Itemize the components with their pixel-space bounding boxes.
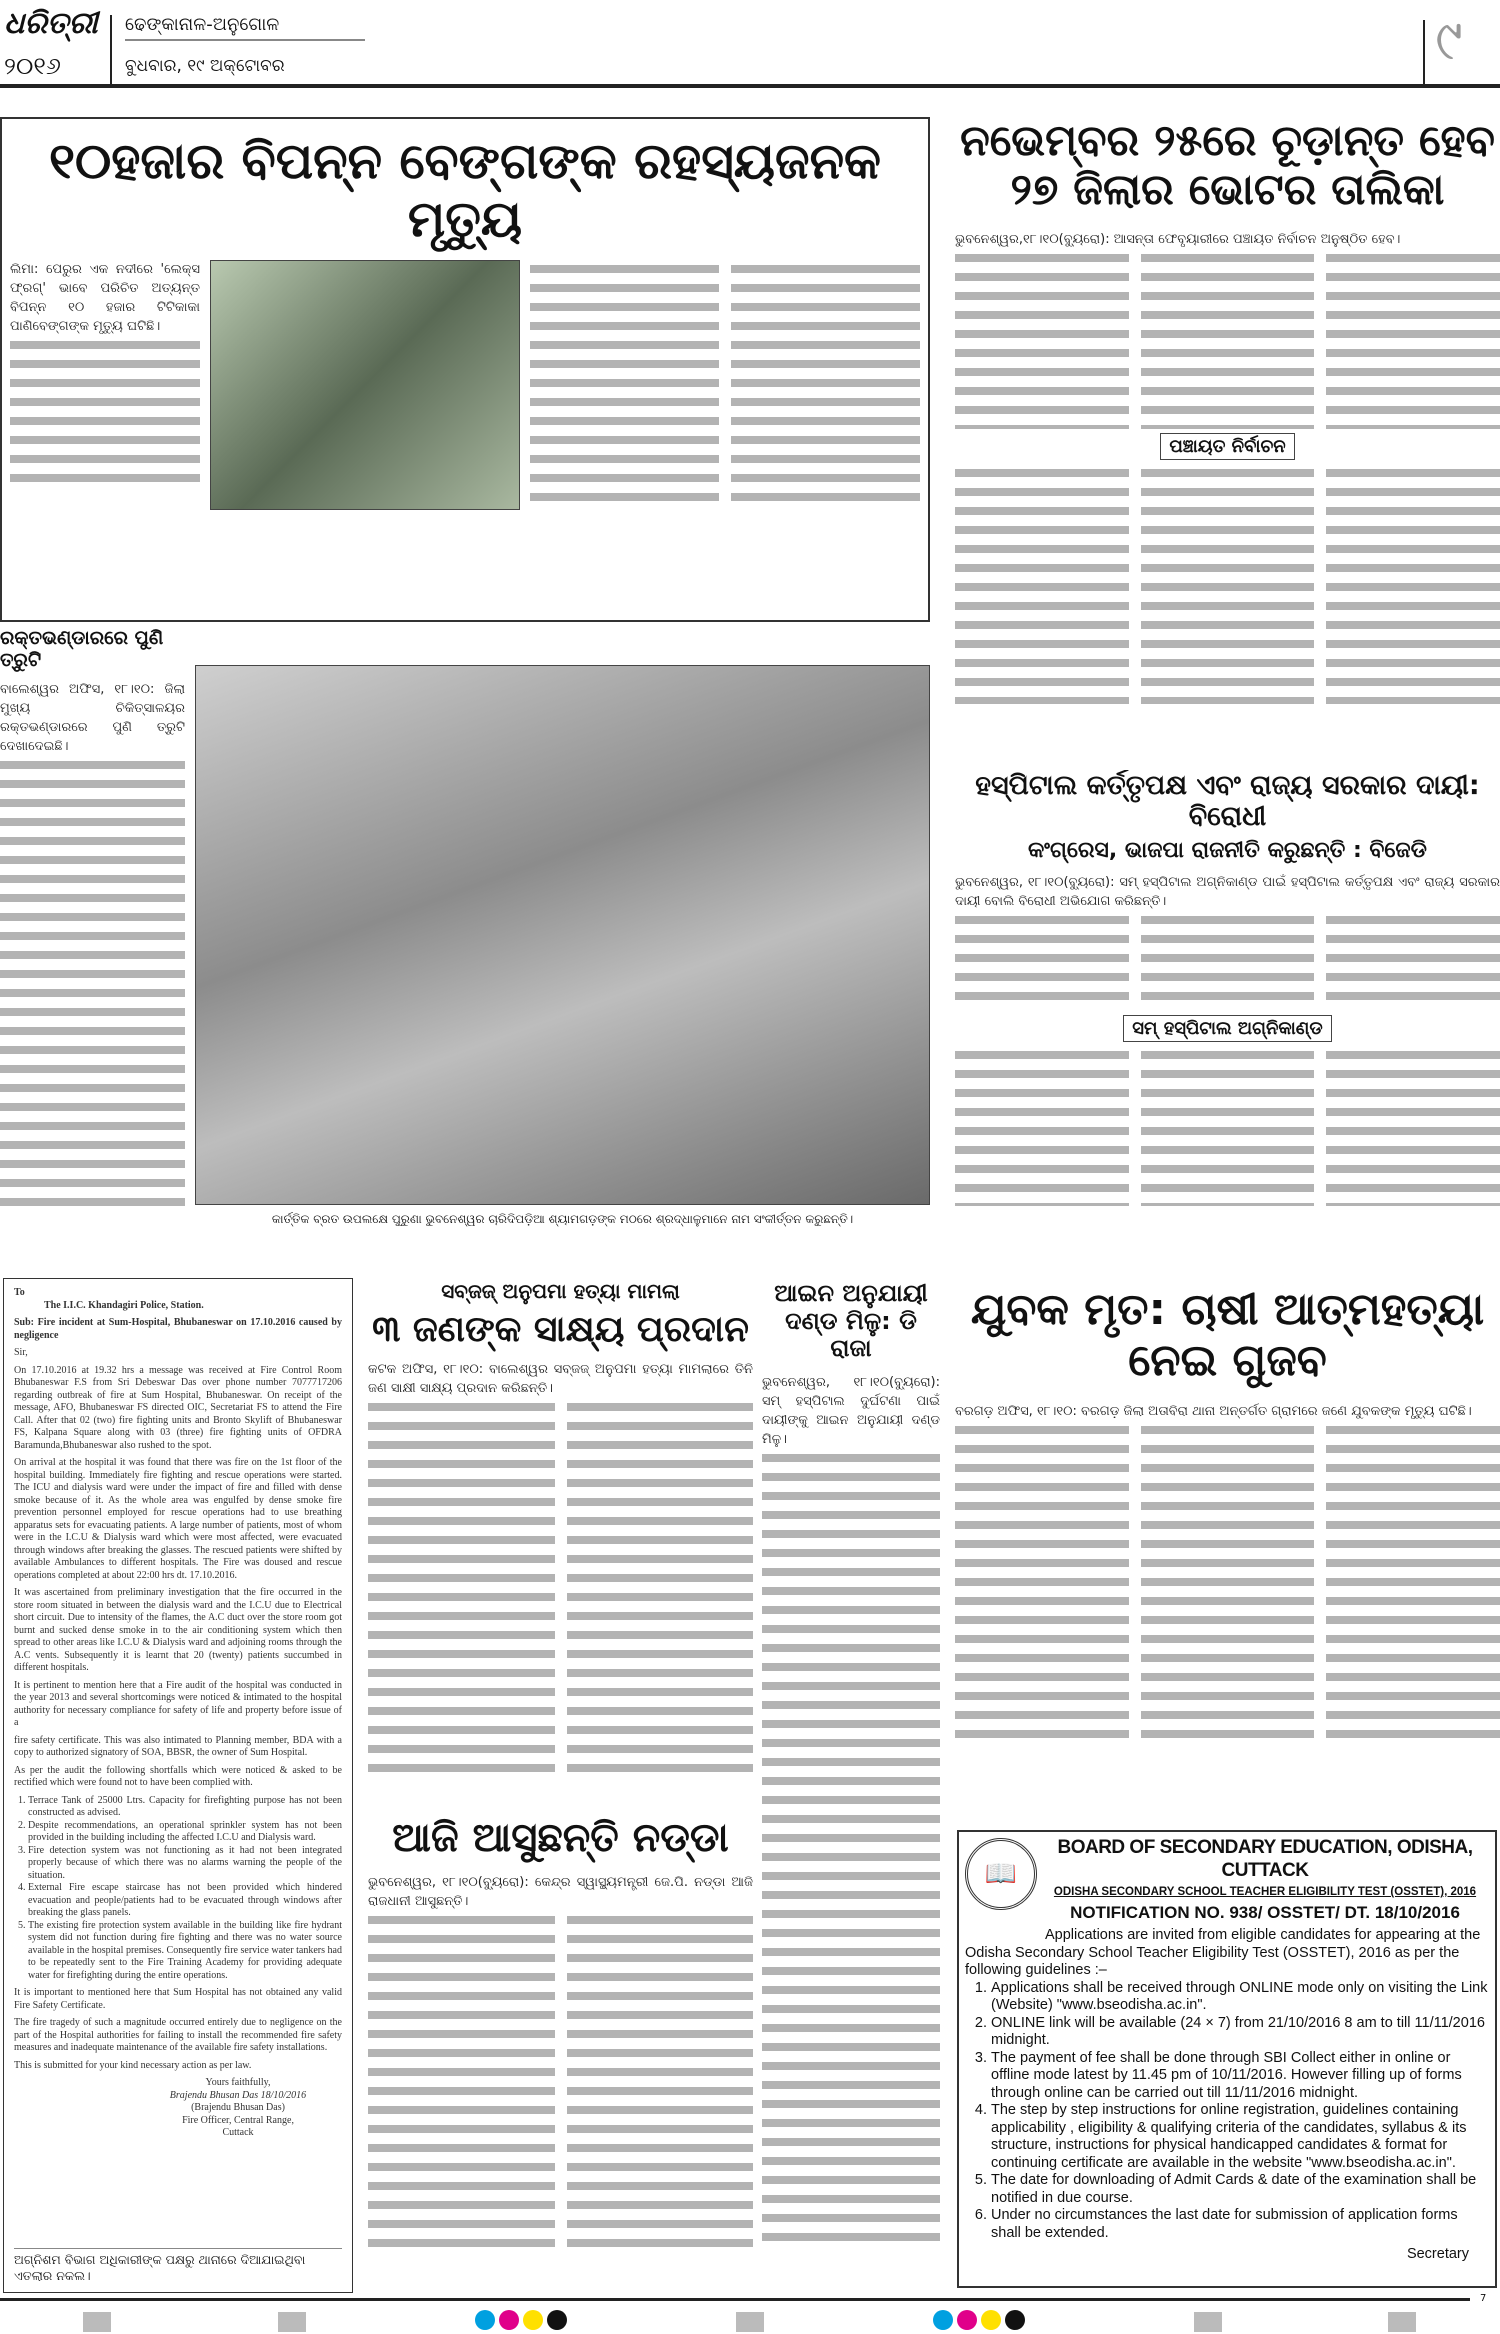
notice-org: BOARD OF SECONDARY EDUCATION, ODISHA, CUTTACK: [1057, 1837, 1473, 1881]
folio: 7: [1480, 2293, 1487, 2304]
print-marks: [0, 2310, 1500, 2334]
notice-exam: ODISHA SECONDARY SCHOOL TEACHER ELIGIBILITY TEST (OSSTET), 2016: [1053, 1886, 1477, 1898]
nadda-story: ଆଜି ଆସୁଛନ୍ତି ନଡ୍ଡା ଭୁବନେଶ୍ୱର, ୧୮।୧୦(ବ୍ୟୁରୋ): କେନ୍ଦ୍ର ସ୍ୱାସ୍ଥ୍ୟମନ୍ତ୍ରୀ ଜେ.ପି. ନଡ୍ଡା ଆଜି ରାଜଧାନୀ ଆସୁଛନ୍ତି।: [368, 1815, 753, 2293]
anupama-story: ସବ୍‌ଜଜ୍ ଅନୁପମା ହତ୍ୟା ମାମଲା ୩ ଜଣଙ୍କ ସାକ୍ଷ୍ୟ ପ୍ରଦାନ କଟକ ଅଫିସ, ୧୮।୧୦: ବାଲେଶ୍ୱର ସବ୍‌ଜଜ୍ ଅନୁପମା ହତ୍ୟା ମାମଲାରେ ତିନି ଜଣ ସାକ୍ଷୀ ସାକ୍ଷ୍ୟ ପ୍ରଦାନ କରିଛନ୍ତି।: [368, 1280, 753, 1805]
frog-headline: ୧୦ହଜାର ବିପନ୍ନ ବେଙ୍ଗଙ୍କ ରହସ୍ୟଜନକ ମୃତ୍ୟୁ: [48, 132, 882, 248]
photo-caption: କାର୍ତ୍ତିକ ବ୍ରତ ଉପଲକ୍ଷେ ପୁରୁଣା ଭୁବନେଶ୍ୱର ଚାରିଦିପଡ଼ିଆ ଶ୍ୟାମଗଡ଼ଙ୍କ ମଠରେ ଶ୍ରଦ୍ଧାଳୁମାନେ ନାମ ସଂକୀର୍ତ୍ତନ କରୁଛନ୍ତି।: [271, 1212, 854, 1226]
letter-caption: ଅଗ୍ନିଶମ ବିଭାଗ ଅଧିକାରୀଙ୍କ ପକ୍ଷରୁ ଥାନାରେ ଦିଆଯାଇଥିବା ଏତଲାର ନକଲ।: [14, 2248, 342, 2284]
bse-seal-icon: 📖: [965, 1838, 1037, 1910]
notice-signoff: Secretary: [1406, 2246, 1469, 2262]
masthead: [0, 0, 1500, 88]
section-name: ଢେଙ୍କାନାଳ-ଅନୁଗୋଳ: [125, 14, 365, 41]
raja-headline: ଆଇନ ଅନୁଯାୟୀ ଦଣ୍ଡ ମିଳୁ: ଡି ରାଜା: [774, 1280, 928, 1363]
youth-story: ଯୁବକ ମୃତ: ଚାଷୀ ଆତ୍ମହତ୍ୟା ନେଇ ଗୁଜବ ବରଗଡ଼ ଅଫିସ, ୧୮।୧୦: ବରଗଡ଼ ଜିଲା ଅତାବିରା ଥାନା ଅନ୍ତର୍ଗତ ଗ୍ରାମରେ ଜଣେ ଯୁବକଙ୍କ ମୃତ୍ୟୁ ଘଟିଛି।: [955, 1285, 1500, 1820]
signature: Brajendu Bhusan Das 18/10/2016: [169, 2089, 307, 2101]
hospital-story: ହସ୍ପିଟାଲ କର୍ତ୍ତୃପକ୍ଷ ଏବଂ ରାଜ୍ୟ ସରକାର ଦାୟୀ: ବିରୋଧୀ କଂଗ୍ରେସ, ଭାଜପା ରାଜନୀତି କରୁଛନ୍ତି : ବିଜେଡି ଭୁବନେଶ୍ୱର, ୧୮।୧୦(ବ୍ୟୁରୋ): ସମ୍ ହସ୍ପିଟାଲ ଅଗ୍ନିକାଣ୍ଡ ପାଇଁ ହସ୍ପିଟାଲ କର୍ତ୍ତୃପକ୍ଷ ଏବଂ ରାଜ୍ୟ ସରକାର ଦାୟୀ ବୋଲି ବିରୋଧୀ ଅଭିଯୋଗ କରିଛନ୍ତି। ସମ୍ ହସ୍ପିଟାଲ ଅଗ୍ନିକାଣ୍ଡ: [955, 770, 1500, 1270]
osstet-notice: 📖 BOARD OF SECONDARY EDUCATION, ODISHA, CUTTACK ODISHA SECONDARY SCHOOL TEACHER ELIGIBILITY TEST (OSSTET), 2016 NOTIFICATION NO. 938/ OSSTET/ DT. 18/10/2016 Applications are invited from eligible candidates for appearing at the Odisha Secondary School Teacher Eligibility Test (OSSTET), 2016 as per the following guidelines :– 1. Applications shall be received through ONLINE mode only on visiting the Link (Website) "www.bseodisha.ac.in". 2. ONLINE link will be available (24 × 7) from 21/10/2016 8 am to till 11/11/2016 midnight. 3. The payment of fee shall be done through SBI Collect either in online or offline mode latest by 11.45 pm of 10/11/2016. However filling up of forms through online can be carried out till 11/11/2016 midnight. 4. The step by step instructions for online registration, guidelines containing applicability , eligibility & qualifying criteria of the candidates, syllabus & its structure, instructions for physical handicapped candidates & format for continuing certificate are available in the website "www.bseodisha.ac.in". 5. The date for downloading of Admit Cards & date of the examination shall be notified in due course. 6. Under no circumstances the last date for submission of application forms shall be extended. Secretary: [957, 1830, 1497, 2288]
voter-headline: ନଭେମ୍ବର ୨୫ରେ ଚୂଡ଼ାନ୍ତ ହେବ ୨୭ ଜିଲାର ଭୋଟର ତାଲିକା: [960, 117, 1495, 216]
anupama-headline: ୩ ଜଣଙ୍କ ସାକ୍ଷ୍ୟ ପ୍ରଦାନ: [372, 1309, 749, 1350]
notice-number: NOTIFICATION NO. 938/ OSSTET/ DT. 18/10/2016: [1070, 1903, 1460, 1922]
letter-body: To The I.I.C. Khandagiri Police, Station. Sub: Fire incident at Sum-Hospital, Bhubaneswar on 17.10.2016 caused by negligence Sir, On 17.10.2016 at 19.32 hrs a message was received at Fire Control Room Bhubaneswar F.S from Sri Debeswar Das over phone number 7077717206 regarding outbreak of fire at Sum Hospital, Bhubaneswar. On receipt of the message, AFO, Bhubaneswar FS directed OIC, Secretariat FS to attend the Fire Call. After that 02 (two) fire fighting units and Bronto Skylift of Bhubaneswar FS, Kalpana Square along with 03 (three) fire fighting units of OFDRA Baramunda,Bhubaneswar also rushed to the spot. On arrival at the hospital it was found that there was fire on the 1st floor of the hospital building. Immediately fire fighting and rescue operations were started. The ICU and dialysis ward were under the impact of fire and filled with dense smoke because of it. As the whole area was engulfed by dense smoke fire prevention personnel employed for rescue operations had to use breathing apparatus sets for evacuating patients. A large number of patients, most of whom were in the I.C.U & Dialysis ward which were most affected, were evacuated through windows after breaking the glasses. The rescued patients were shifted by available Ambulances to different hospitals. The Fire was doused and rescue operations completed at about 22:00 hrs dt. 17.10.2016. It was ascertained from preliminary investigation that the fire occurred in the store room situated in between the dialysis ward and the I.C.U due to Electrical short circuit. Due to intensity of the flames, the A.C duct over the store room got burnt and sucked dense smoke in to the air conditioning system which then spread to other areas like I.C.U & Dialysis ward and adjoining rooms through the A.C vents. Subsequently it is learnt that 20 (twenty) patients succumbed in different hospitals. It is pertinent to mention here that a Fire audit of the hospital was conducted in the year 2013 and several shortcomings were noticed & intimated to the hospital authority for necessary compliance for safety of life and property before issue of a fire safety certificate. This was also intimated to Planning member, BDA with a copy to authorized signatory of SOA, BBSR, the owner of Sum Hospital. As per the audit the following shortfalls which were noticed & asked to be rectified which were found not to have been complied with. 1. Terrace Tank of 25000 Ltrs. Capacity for firefighting purpose has not been constructed as advised. 2. Despite recommendations, an operational sprinkler system has not been provided in the building including the affected I.C.U and Dialysis ward. 3. Fire detection system was not functioning as it had not been integrated properly because of which there was no alarms warning the people of the situation. 4. External Fire escape staircase has not been provided which hindered evacuation and people/patients had to be evacuated through windows after breaking the glass panels. 5. The existing fire protection system available in the building like fire hydrant system did not function during fire fighting and there was no water source available in the hospital premises. Consequently fire service water tankers had to be repeatedly sent to the Fire Training Academy for providing adequate water for firefighting during the entire operations. It is important to mentioned here that Sum Hospital has not obtained any valid Fire Safety Certificate. The fire tragedy of such a magnitude occurred entirely due to negligence on the part of the Hospital authorities for failing to install the recommended fire safety measures and inadequate maintenance of the available fire safety installations. This is submitted for your kind necessary action as per law. Yours faithfully, Brajendu Bhusan Das 18/10/2016 (Brajendu Bhusan Das) Fire Officer, Central Range, Cuttack: [14, 1287, 342, 2242]
kirtan-photo: [195, 665, 930, 1205]
frogs-photo: [210, 260, 520, 510]
voter-subhead: ପଞ୍ଚାୟତ ନିର୍ବାଚନ: [1160, 433, 1294, 460]
voter-story: ନଭେମ୍ବର ୨୫ରେ ଚୂଡ଼ାନ୍ତ ହେବ ୨୭ ଜିଲାର ଭୋଟର ତାଲିକା ଭୁବନେଶ୍ୱର,୧୮।୧୦(ବ୍ୟୁରୋ): ଆସନ୍ତା ଫେବୃୟାରୀରେ ପଞ୍ଚାୟତ ନିର୍ବାଚନ ଅନୁଷ୍ଠିତ ହେବ। ପଞ୍ଚାୟତ ନିର୍ବାଚନ: [955, 117, 1500, 762]
paper-logo: ଧରିତ୍ରୀ: [4, 6, 98, 41]
anupama-kicker: ସବ୍‌ଜଜ୍ ଅନୁପମା ହତ୍ୟା ମାମଲା: [441, 1280, 680, 1303]
fire-officer-letter: [3, 1278, 353, 2293]
page-number: ୯: [1435, 8, 1463, 73]
blood-headline: ରକ୍ତଭଣ୍ଡାରରେ ପୁଣି ତ୍ରୁଟି: [0, 628, 164, 671]
youth-headline: ଯୁବକ ମୃତ: ଚାଷୀ ଆତ୍ମହତ୍ୟା ନେଇ ଗୁଜବ: [970, 1285, 1485, 1386]
raja-story: ଆଇନ ଅନୁଯାୟୀ ଦଣ୍ଡ ମିଳୁ: ଡି ରାଜା ଭୁବନେଶ୍ୱର, ୧୮।୧୦(ବ୍ୟୁରୋ): ସମ୍ ହସ୍ପିଟାଲ ଦୁର୍ଘଟଣା ପାଇଁ ଦାୟୀଙ୍କୁ ଆଇନ ଅନୁଯାୟୀ ଦଣ୍ଡ ମିଳୁ।: [762, 1280, 940, 2293]
blood-bank-story: ରକ୍ତଭଣ୍ଡାରରେ ପୁଣି ତ୍ରୁଟି ବାଲେଶ୍ୱର ଅଫିସ, ୧୮।୧୦: ଜିଲା ମୁଖ୍ୟ ଚିକିତ୍ସାଳୟର ରକ୍ତଭଣ୍ଡାରରେ ପୁଣି ତ୍ରୁଟି ଦେଖାଦେଇଛି।: [0, 628, 185, 1248]
issue-date: ବୁଧବାର, ୧୯ ଅକ୍ଟୋବର: [125, 56, 285, 76]
hospital-deck: କଂଗ୍ରେସ, ଭାଜପା ରାଜନୀତି କରୁଛନ୍ତି : ବିଜେଡି: [1028, 838, 1427, 864]
hospital-subhead: ସମ୍ ହସ୍ପିଟାଲ ଅଗ୍ନିକାଣ୍ଡ: [1123, 1015, 1331, 1042]
notice-guidelines: 1. Applications shall be received through ONLINE mode only on visiting the Link (Website) "www.bseodisha.ac.in". 2. ONLINE link will be available (24 × 7) from 21/10/2016 8 am to till 11/11/2016 midnight. 3. The payment of fee shall be done through SBI Collect either in online or offline mode latest by 11.45 pm of 10/11/2016. However filling up of forms through online can be carried out till 11/11/2016 midnight. 4. The step by step instructions for online registration, guidelines containing applicability , eligibility & qualifying criteria of the candidates, syllabus & its structure, instructions for physical handicapped candidates & format for continuing certificate are available in the website "www.bseodisha.ac.in". 5. The date for downloading of Admit Cards & date of the examination shall be notified in due course. 6. Under no circumstances the last date for submission of application forms shall be extended.: [965, 1980, 1489, 2243]
hospital-headline: ହସ୍ପିଟାଲ କର୍ତ୍ତୃପକ୍ଷ ଏବଂ ରାଜ୍ୟ ସରକାର ଦାୟୀ: ବିରୋଧୀ: [975, 770, 1480, 833]
frog-story: ୧୦ହଜାର ବିପନ୍ନ ବେଙ୍ଗଙ୍କ ରହସ୍ୟଜନକ ମୃତ୍ୟୁ ଲିମା: ପେରୁର ଏକ ନଦୀରେ 'ଲେକ୍‌ସ ଫ୍ରଗ୍' ଭାବେ ପରିଚିତ ଅତ୍ୟନ୍ତ ବିପନ୍ନ ୧୦ ହଜାର ଟିଟିକାକା ପାଣିବେଙ୍ଗଙ୍କ ମୃତ୍ୟୁ ଘଟିଛି।: [0, 117, 930, 622]
nadda-headline: ଆଜି ଆସୁଛନ୍ତି ନଡ୍ଡା: [392, 1815, 729, 1861]
year: ୨୦୧୬: [4, 52, 61, 80]
